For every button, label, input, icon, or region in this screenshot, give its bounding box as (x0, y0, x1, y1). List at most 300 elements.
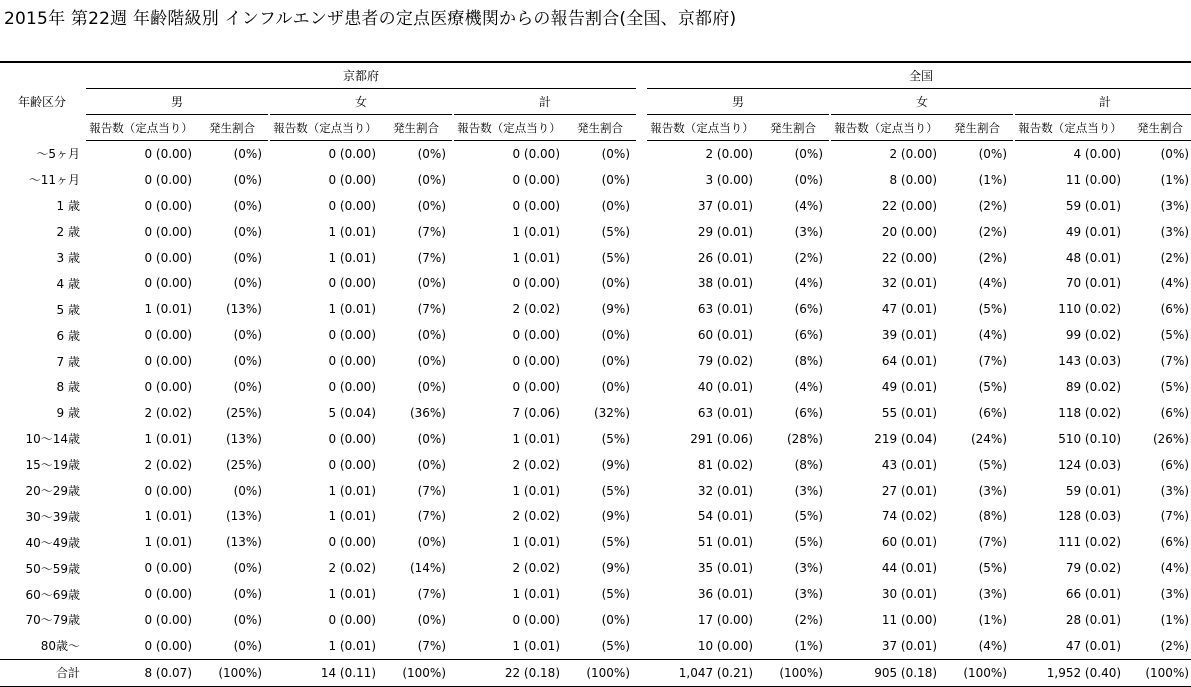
spacer-cell (636, 374, 647, 400)
count-cell: 39 (0.01) (881, 328, 938, 343)
sex-header: 女 (270, 89, 452, 115)
rate-cell: (0%) (417, 172, 446, 187)
spacer-cell (636, 607, 647, 633)
age-cell: 3 歳 (56, 251, 80, 265)
table-body (0, 141, 1191, 687)
count-cell: 118 (0.02) (1058, 405, 1122, 420)
count-cell: 2 (0.00) (889, 146, 938, 161)
influenza-report-table (0, 61, 1191, 687)
count-cell: 89 (0.02) (1065, 379, 1122, 394)
count-cell: 2 (0.02) (512, 457, 560, 472)
count-cell: 0 (0.00) (512, 328, 560, 343)
rate-cell: (5%) (601, 431, 631, 446)
count-cell: 0 (0.00) (328, 354, 376, 369)
rate-cell: (13%) (225, 431, 262, 446)
count-cell: 219 (0.04) (874, 431, 938, 446)
rate-column-header: 発生割合 (564, 115, 636, 141)
count-cell: 11 (0.00) (1065, 172, 1122, 187)
count-cell: 1 (0.01) (512, 587, 560, 602)
count-cell: 0 (0.00) (512, 276, 560, 291)
count-cell: 22 (0.00) (881, 198, 938, 213)
rate-cell: (0%) (233, 276, 262, 291)
rate-cell: (0%) (978, 146, 1008, 161)
rate-cell: (3%) (978, 587, 1008, 602)
table-row (0, 219, 1191, 245)
rate-cell: (4%) (1160, 561, 1190, 576)
rate-cell: (0%) (233, 483, 262, 498)
age-cell: 70～79歳 (25, 613, 80, 628)
table-row (0, 503, 1191, 529)
count-cell: 63 (0.01) (697, 302, 754, 317)
rate-cell: (0%) (417, 379, 446, 394)
rate-cell: (9%) (601, 302, 631, 317)
rate-cell: (6%) (1160, 302, 1190, 317)
count-cell: 49 (0.01) (881, 379, 938, 394)
rate-cell: (9%) (601, 561, 631, 576)
rate-cell: (5%) (1160, 379, 1190, 394)
rate-cell: (1%) (1160, 612, 1190, 627)
count-cell: 59 (0.01) (1065, 483, 1122, 498)
rate-cell: (0%) (233, 612, 262, 627)
rate-cell: (3%) (794, 561, 824, 576)
rate-cell: (0%) (601, 612, 631, 627)
rate-cell: (2%) (794, 612, 824, 627)
count-cell: 4 (0.00) (1073, 146, 1122, 161)
count-cell: 0 (0.00) (512, 379, 560, 394)
spacer-cell (636, 581, 647, 607)
count-cell: 2 (0.02) (512, 509, 560, 524)
count-cell: 17 (0.00) (697, 612, 754, 627)
rate-cell: (0%) (601, 276, 631, 291)
table-row (0, 141, 1191, 167)
sex-header: 男 (86, 89, 268, 115)
rate-cell: (0%) (233, 172, 262, 187)
rate-cell: (0%) (233, 250, 262, 265)
age-cell: ～5ヶ月 (36, 147, 80, 162)
count-cell: 2 (0.02) (144, 457, 192, 472)
spacer-cell (636, 529, 647, 555)
rate-cell: (9%) (601, 457, 631, 472)
count-cell: 0 (0.00) (144, 379, 192, 394)
rate-cell: (14%) (409, 561, 446, 576)
rate-cell: (13%) (225, 509, 262, 524)
count-cell: 54 (0.01) (697, 509, 754, 524)
count-cell: 32 (0.01) (697, 483, 754, 498)
rate-cell: (0%) (233, 224, 262, 239)
table-row (0, 322, 1191, 348)
table-row (0, 607, 1191, 633)
count-cell: 1 (0.01) (512, 250, 560, 265)
rate-cell: (13%) (225, 535, 262, 550)
spacer-cell (636, 167, 647, 193)
count-cell: 1 (0.01) (328, 587, 376, 602)
rate-cell: (0%) (417, 457, 446, 472)
spacer-cell (636, 478, 647, 504)
rate-cell: (25%) (225, 457, 262, 472)
age-cell: 合計 (0, 659, 84, 686)
age-cell: 6 歳 (56, 328, 80, 343)
rate-cell: (7%) (1160, 509, 1190, 524)
spacer-cell (636, 141, 647, 167)
rate-cell: (6%) (794, 328, 824, 343)
count-cell: 0 (0.00) (144, 198, 192, 213)
count-column-header: 報告数（定点当り） (270, 115, 380, 141)
count-cell: 5 (0.04) (328, 405, 376, 420)
page-title: 2015年 第22週 年齢階級別 インフルエンザ患者の定点医療機関からの報告割合(全国、京都府) (4, 9, 737, 29)
count-cell: 0 (0.00) (328, 612, 376, 627)
rate-cell: (0%) (233, 354, 262, 369)
count-cell: 20 (0.00) (881, 224, 938, 239)
count-cell: 81 (0.02) (697, 457, 754, 472)
rate-cell: (4%) (794, 276, 824, 291)
rate-cell: (2%) (794, 250, 824, 265)
rate-cell: (100%) (757, 659, 829, 686)
count-cell: 32 (0.01) (881, 276, 938, 291)
age-cell: 10～14歳 (25, 432, 80, 447)
age-cell: ～11ヶ月 (28, 173, 80, 188)
rate-cell: (7%) (417, 483, 446, 498)
rate-cell: (0%) (601, 328, 631, 343)
count-cell: 1 (0.01) (144, 302, 192, 317)
rate-cell: (1%) (1160, 172, 1190, 187)
count-cell: 111 (0.02) (1058, 535, 1122, 550)
rate-cell: (28%) (786, 431, 824, 446)
count-cell: 30 (0.01) (881, 587, 938, 602)
table-row (0, 270, 1191, 296)
rate-cell: (5%) (978, 561, 1008, 576)
rate-cell: (5%) (794, 535, 824, 550)
spacer-cell (636, 322, 647, 348)
rate-cell: (3%) (794, 224, 824, 239)
count-cell: 0 (0.00) (144, 638, 192, 653)
table-row (0, 374, 1191, 400)
count-cell: 0 (0.00) (512, 172, 560, 187)
spacer-cell (636, 193, 647, 219)
spacer-cell (636, 348, 647, 374)
rate-cell: (3%) (794, 483, 824, 498)
rate-cell: (4%) (794, 379, 824, 394)
count-cell: 64 (0.01) (881, 354, 938, 369)
rate-cell: (5%) (1160, 328, 1190, 343)
count-cell: 0 (0.00) (328, 146, 376, 161)
spacer-cell (636, 503, 647, 529)
count-cell: 26 (0.01) (697, 250, 754, 265)
count-cell: 1 (0.01) (328, 250, 376, 265)
age-cell: 40～49歳 (25, 535, 80, 550)
count-cell: 37 (0.01) (697, 198, 754, 213)
count-column-header: 報告数（定点当り） (454, 115, 564, 141)
rate-cell: (0%) (794, 172, 824, 187)
table-row (0, 400, 1191, 426)
rate-cell: (3%) (1160, 483, 1190, 498)
rate-column-header: 発生割合 (941, 115, 1013, 141)
count-cell: 60 (0.01) (881, 535, 938, 550)
count-cell: 2 (0.02) (144, 405, 192, 420)
count-cell: 1 (0.01) (328, 224, 376, 239)
count-cell: 2 (0.02) (512, 561, 560, 576)
count-cell: 124 (0.03) (1058, 457, 1122, 472)
rate-cell: (0%) (417, 328, 446, 343)
count-cell: 0 (0.00) (144, 276, 192, 291)
rate-cell: (5%) (978, 457, 1008, 472)
count-cell: 60 (0.01) (697, 328, 754, 343)
rate-cell: (7%) (978, 354, 1008, 369)
rate-cell: (5%) (601, 638, 631, 653)
rate-cell: (2%) (1160, 638, 1190, 653)
sex-header: 男 (647, 89, 829, 115)
count-cell: 47 (0.01) (881, 302, 938, 317)
sex-header: 女 (831, 89, 1013, 115)
count-cell: 22 (0.18) (454, 659, 564, 686)
spacer-cell (636, 659, 647, 686)
age-cell: 15～19歳 (25, 458, 80, 473)
rate-cell: (2%) (1160, 250, 1190, 265)
age-cell: 50～59歳 (25, 561, 80, 576)
count-cell: 0 (0.00) (512, 146, 560, 161)
count-cell: 0 (0.00) (144, 172, 192, 187)
rate-cell: (5%) (601, 483, 631, 498)
rate-cell: (100%) (380, 659, 452, 686)
count-cell: 29 (0.01) (697, 224, 754, 239)
rate-cell: (6%) (1160, 535, 1190, 550)
count-cell: 11 (0.00) (881, 612, 938, 627)
count-cell: 0 (0.00) (144, 483, 192, 498)
rate-cell: (0%) (1160, 146, 1190, 161)
age-cell: 9 歳 (56, 406, 80, 421)
rate-cell: (0%) (417, 276, 446, 291)
rate-cell: (6%) (1160, 457, 1190, 472)
rate-cell: (0%) (417, 612, 446, 627)
rate-cell: (0%) (601, 354, 631, 369)
rate-cell: (3%) (794, 587, 824, 602)
count-cell: 2 (0.02) (328, 561, 376, 576)
rate-cell: (25%) (225, 405, 262, 420)
spacer-cell (636, 400, 647, 426)
rate-cell: (7%) (978, 535, 1008, 550)
rate-cell: (0%) (417, 535, 446, 550)
count-cell: 3 (0.00) (705, 172, 754, 187)
count-cell: 1 (0.01) (512, 224, 560, 239)
rate-cell: (5%) (601, 224, 631, 239)
count-cell: 1 (0.01) (512, 535, 560, 550)
age-cell: 60～69歳 (25, 587, 80, 602)
total-row (0, 659, 1191, 686)
rate-cell: (0%) (233, 638, 262, 653)
count-cell: 128 (0.03) (1058, 509, 1122, 524)
count-cell: 49 (0.01) (1065, 224, 1122, 239)
count-cell: 38 (0.01) (697, 276, 754, 291)
count-cell: 79 (0.02) (1065, 561, 1122, 576)
rate-cell: (6%) (794, 405, 824, 420)
rate-cell: (8%) (794, 354, 824, 369)
count-column-header: 報告数（定点当り） (1015, 115, 1125, 141)
count-cell: 0 (0.00) (328, 276, 376, 291)
age-cell: 7 歳 (56, 354, 80, 369)
count-cell: 47 (0.01) (1065, 638, 1122, 653)
rate-cell: (4%) (1160, 276, 1190, 291)
header-row-sex (0, 89, 1191, 115)
count-cell: 0 (0.00) (144, 612, 192, 627)
rate-cell: (0%) (794, 146, 824, 161)
rate-cell: (1%) (978, 172, 1008, 187)
age-column-header: 年齢区分 (0, 62, 84, 141)
rate-cell: (6%) (1160, 405, 1190, 420)
rate-cell: (2%) (978, 224, 1008, 239)
spacer-cell (636, 633, 647, 659)
count-cell: 1,047 (0.21) (647, 659, 757, 686)
sex-header: 計 (1015, 89, 1191, 115)
rate-column-header: 発生割合 (757, 115, 829, 141)
count-cell: 110 (0.02) (1058, 302, 1122, 317)
rate-cell: (7%) (1160, 354, 1190, 369)
table-row (0, 348, 1191, 374)
rate-cell: (24%) (970, 431, 1008, 446)
rate-cell: (9%) (601, 509, 631, 524)
count-cell: 510 (0.10) (1058, 431, 1122, 446)
rate-cell: (5%) (978, 302, 1008, 317)
sex-header: 計 (454, 89, 636, 115)
count-cell: 1 (0.01) (144, 535, 192, 550)
count-cell: 40 (0.01) (697, 379, 754, 394)
rate-cell: (5%) (601, 250, 631, 265)
rate-cell: (0%) (601, 379, 631, 394)
count-cell: 291 (0.06) (690, 431, 754, 446)
count-cell: 51 (0.01) (697, 535, 754, 550)
age-cell: 30～39歳 (25, 509, 80, 524)
count-column-header: 報告数（定点当り） (86, 115, 196, 141)
rate-cell: (6%) (978, 405, 1008, 420)
rate-cell: (100%) (1125, 659, 1191, 686)
rate-cell: (0%) (601, 146, 631, 161)
rate-cell: (5%) (601, 587, 631, 602)
region-header-national: 全国 (647, 62, 1191, 89)
rate-column-header: 発生割合 (380, 115, 452, 141)
count-cell: 37 (0.01) (881, 638, 938, 653)
rate-cell: (0%) (601, 198, 631, 213)
rate-column-header: 発生割合 (196, 115, 268, 141)
count-cell: 99 (0.02) (1065, 328, 1122, 343)
spacer-cell (636, 296, 647, 322)
table-row (0, 529, 1191, 555)
count-column-header: 報告数（定点当り） (647, 115, 757, 141)
count-cell: 1 (0.01) (328, 509, 376, 524)
count-cell: 0 (0.00) (144, 328, 192, 343)
count-cell: 48 (0.01) (1065, 250, 1122, 265)
rate-cell: (8%) (978, 509, 1008, 524)
count-cell: 0 (0.00) (328, 431, 376, 446)
table-row (0, 296, 1191, 322)
rate-cell: (100%) (941, 659, 1013, 686)
count-cell: 28 (0.01) (1065, 612, 1122, 627)
rate-cell: (0%) (233, 146, 262, 161)
spacer-cell (636, 426, 647, 452)
table-row (0, 452, 1191, 478)
age-cell: 20～29歳 (25, 484, 80, 499)
rate-cell: (1%) (978, 612, 1008, 627)
count-cell: 1 (0.01) (328, 638, 376, 653)
rate-cell: (4%) (978, 638, 1008, 653)
age-cell: 8 歳 (56, 380, 80, 395)
count-cell: 59 (0.01) (1065, 198, 1122, 213)
rate-cell: (7%) (417, 587, 446, 602)
count-cell: 1 (0.01) (512, 431, 560, 446)
rate-cell: (0%) (417, 431, 446, 446)
count-cell: 0 (0.00) (144, 587, 192, 602)
count-cell: 66 (0.01) (1065, 587, 1122, 602)
table-row (0, 167, 1191, 193)
spacer-cell (636, 219, 647, 245)
count-cell: 44 (0.01) (881, 561, 938, 576)
spacer-cell (636, 270, 647, 296)
rate-cell: (0%) (417, 146, 446, 161)
age-cell: 5 歳 (56, 302, 80, 317)
count-cell: 0 (0.00) (512, 612, 560, 627)
rate-cell: (0%) (233, 379, 262, 394)
rate-cell: (0%) (233, 587, 262, 602)
rate-cell: (4%) (978, 276, 1008, 291)
count-cell: 0 (0.00) (144, 561, 192, 576)
count-cell: 79 (0.02) (697, 354, 754, 369)
count-cell: 0 (0.00) (328, 379, 376, 394)
count-cell: 0 (0.00) (144, 224, 192, 239)
table-row (0, 245, 1191, 271)
count-cell: 1 (0.01) (144, 509, 192, 524)
region-header-kyoto: 京都府 (86, 62, 636, 89)
age-cell: 2 歳 (56, 225, 80, 240)
count-cell: 0 (0.00) (512, 354, 560, 369)
count-cell: 10 (0.00) (697, 638, 754, 653)
rate-cell: (4%) (794, 198, 824, 213)
rate-cell: (100%) (196, 659, 268, 686)
count-cell: 27 (0.01) (881, 483, 938, 498)
count-cell: 43 (0.01) (881, 457, 938, 472)
count-cell: 1 (0.01) (328, 483, 376, 498)
count-cell: 0 (0.00) (328, 172, 376, 187)
table-row (0, 193, 1191, 219)
spacer-cell (636, 245, 647, 271)
rate-cell: (7%) (417, 250, 446, 265)
count-cell: 0 (0.00) (328, 457, 376, 472)
count-cell: 8 (0.00) (889, 172, 938, 187)
count-cell: 1 (0.01) (328, 302, 376, 317)
count-cell: 0 (0.00) (328, 328, 376, 343)
count-cell: 55 (0.01) (881, 405, 938, 420)
rate-cell: (36%) (409, 405, 446, 420)
table-row (0, 555, 1191, 581)
count-cell: 143 (0.03) (1058, 354, 1122, 369)
count-cell: 1 (0.01) (144, 431, 192, 446)
rate-cell: (7%) (417, 638, 446, 653)
count-cell: 0 (0.00) (328, 535, 376, 550)
count-cell: 8 (0.07) (86, 659, 196, 686)
rate-cell: (6%) (794, 302, 824, 317)
rate-cell: (7%) (417, 509, 446, 524)
rate-cell: (5%) (601, 535, 631, 550)
rate-cell: (0%) (601, 172, 631, 187)
count-cell: 1 (0.01) (512, 483, 560, 498)
rate-cell: (4%) (978, 328, 1008, 343)
rate-cell: (3%) (978, 483, 1008, 498)
header-row-region (0, 62, 1191, 89)
count-cell: 0 (0.00) (512, 198, 560, 213)
count-cell: 36 (0.01) (697, 587, 754, 602)
rate-cell: (7%) (417, 302, 446, 317)
age-cell: 4 歳 (56, 276, 80, 291)
rate-cell: (0%) (417, 198, 446, 213)
table-row (0, 426, 1191, 452)
table-header (0, 62, 1191, 141)
rate-cell: (2%) (978, 198, 1008, 213)
